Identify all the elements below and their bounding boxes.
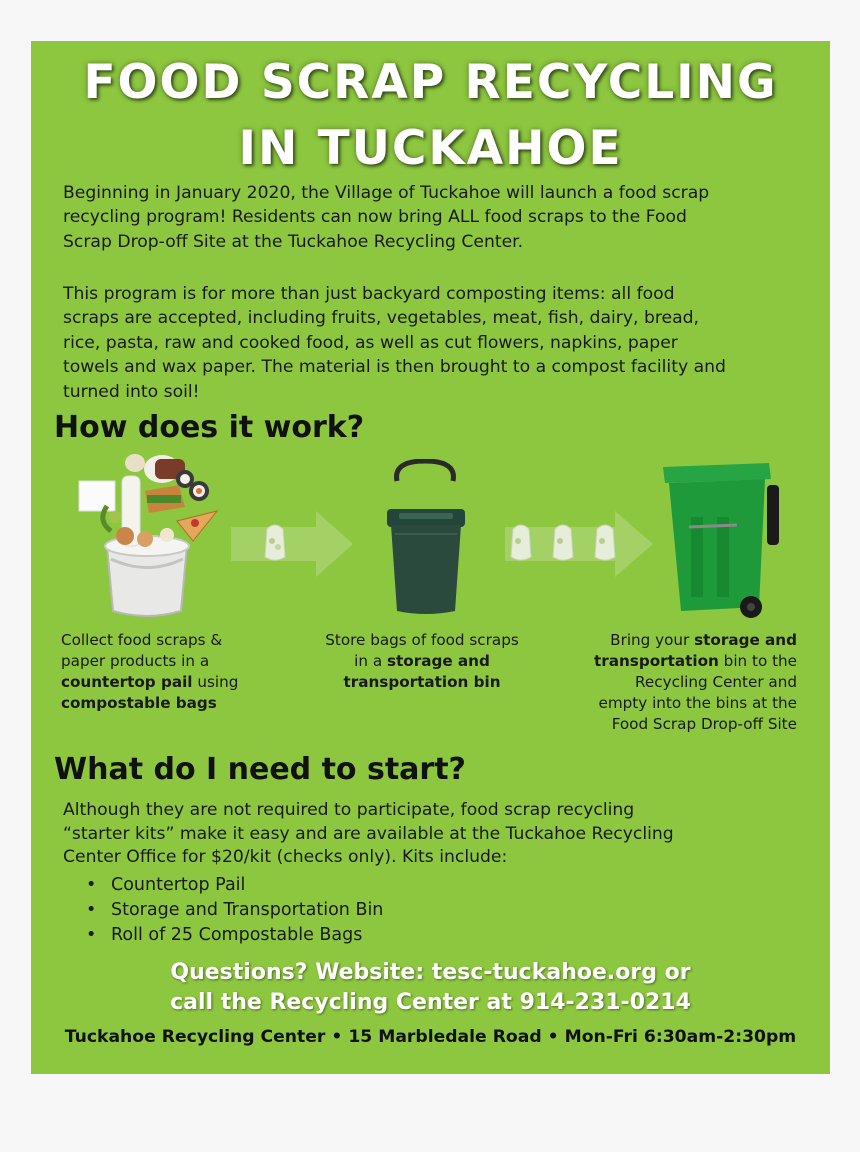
arrow-three-bags-image bbox=[505, 511, 655, 577]
intro-p1-line: Scrap Drop-off Site at the Tuckahoe Recycling Center. bbox=[63, 231, 524, 252]
intro-p1-line: Beginning in January 2020, the Village of Tuckahoe will launch a food scrap bbox=[63, 183, 710, 203]
step-1-text: Collect food scraps & bbox=[61, 631, 223, 649]
storage-bin-image bbox=[381, 459, 471, 617]
step-3-text: Food Scrap Drop-off Site bbox=[611, 715, 797, 733]
step-3-bold: storage and bbox=[694, 631, 797, 649]
step-1-bold: compostable bags bbox=[61, 694, 217, 712]
step-2-text: in a bbox=[354, 652, 387, 670]
bullet: • bbox=[86, 875, 97, 895]
start-line: Although they are not required to participate, food scrap recycling bbox=[63, 800, 635, 820]
step-1-text: using bbox=[192, 673, 239, 691]
intro-p1-line: recycling program! Residents can now bring ALL food scraps to the Food bbox=[63, 207, 687, 228]
title-line-1: FOOD SCRAP RECYCLING bbox=[83, 55, 778, 110]
step-2-bold: storage and bbox=[386, 652, 490, 670]
step-2-text: Store bags of food scraps bbox=[325, 631, 519, 649]
kit-item-label: Countertop Pail bbox=[111, 875, 246, 895]
questions-line-1: Questions? Website: tesc-tuckahoe.org or bbox=[170, 960, 691, 985]
start-line: Center Office for $20/kit (checks only). Kits include: bbox=[63, 847, 508, 867]
intro-p2-line: scraps are accepted, including fruits, vegetables, meat, fish, dairy, bread, bbox=[63, 308, 700, 329]
kit-item-label: Storage and Transportation Bin bbox=[111, 900, 384, 920]
bullet: • bbox=[86, 900, 97, 920]
intro-paragraph-1 bbox=[63, 181, 803, 254]
list-item bbox=[86, 898, 384, 923]
step-1-bold: countertop pail bbox=[61, 673, 193, 691]
questions-line-2: call the Recycling Center at 914-231-0214 bbox=[170, 990, 691, 1015]
step-3-text: Recycling Center and bbox=[635, 673, 797, 691]
step-3-text: bin to the bbox=[718, 652, 797, 670]
kit-list bbox=[86, 873, 384, 948]
start-heading: What do I need to start? bbox=[54, 752, 466, 787]
step-2-bold: transportation bin bbox=[343, 673, 501, 691]
step-3-caption bbox=[567, 630, 797, 735]
step-3-text: Bring your bbox=[610, 631, 695, 649]
start-line: “starter kits” make it easy and are available at the Tuckahoe Recycling bbox=[63, 823, 674, 844]
step-3-text: empty into the bins at the bbox=[598, 694, 797, 712]
step-2-caption bbox=[309, 630, 535, 693]
bullet: • bbox=[86, 925, 97, 945]
start-paragraph bbox=[63, 799, 763, 870]
step-3-bold: transportation bbox=[593, 652, 719, 670]
intro-p2-line: rice, pasta, raw and cooked food, as well as cut flowers, napkins, paper bbox=[63, 332, 678, 353]
list-item bbox=[86, 873, 383, 898]
intro-p2-line: turned into soil! bbox=[63, 381, 200, 402]
how-heading: How does it work? bbox=[54, 410, 365, 445]
wheeled-cart-image bbox=[659, 457, 784, 619]
step-1-caption bbox=[61, 630, 291, 714]
kit-item-label: Roll of 25 Compostable Bags bbox=[111, 925, 363, 945]
arrow-one-bag-image bbox=[231, 511, 356, 577]
intro-p2-line: This program is for more than just backyard composting items: all food bbox=[63, 284, 675, 304]
intro-paragraph-2 bbox=[63, 282, 803, 404]
title-line-2: IN TUCKAHOE bbox=[238, 121, 623, 176]
food-scraps-pail-image bbox=[67, 451, 227, 621]
flyer bbox=[31, 41, 830, 1074]
list-item bbox=[86, 923, 383, 948]
footer-address: Tuckahoe Recycling Center • 15 Marbledale Road • Mon-Fri 6:30am-2:30pm bbox=[64, 1027, 797, 1047]
intro-p2-line: towels and wax paper. The material is then brought to a compost facility and bbox=[63, 357, 726, 378]
step-1-text: paper products in a bbox=[61, 652, 210, 670]
